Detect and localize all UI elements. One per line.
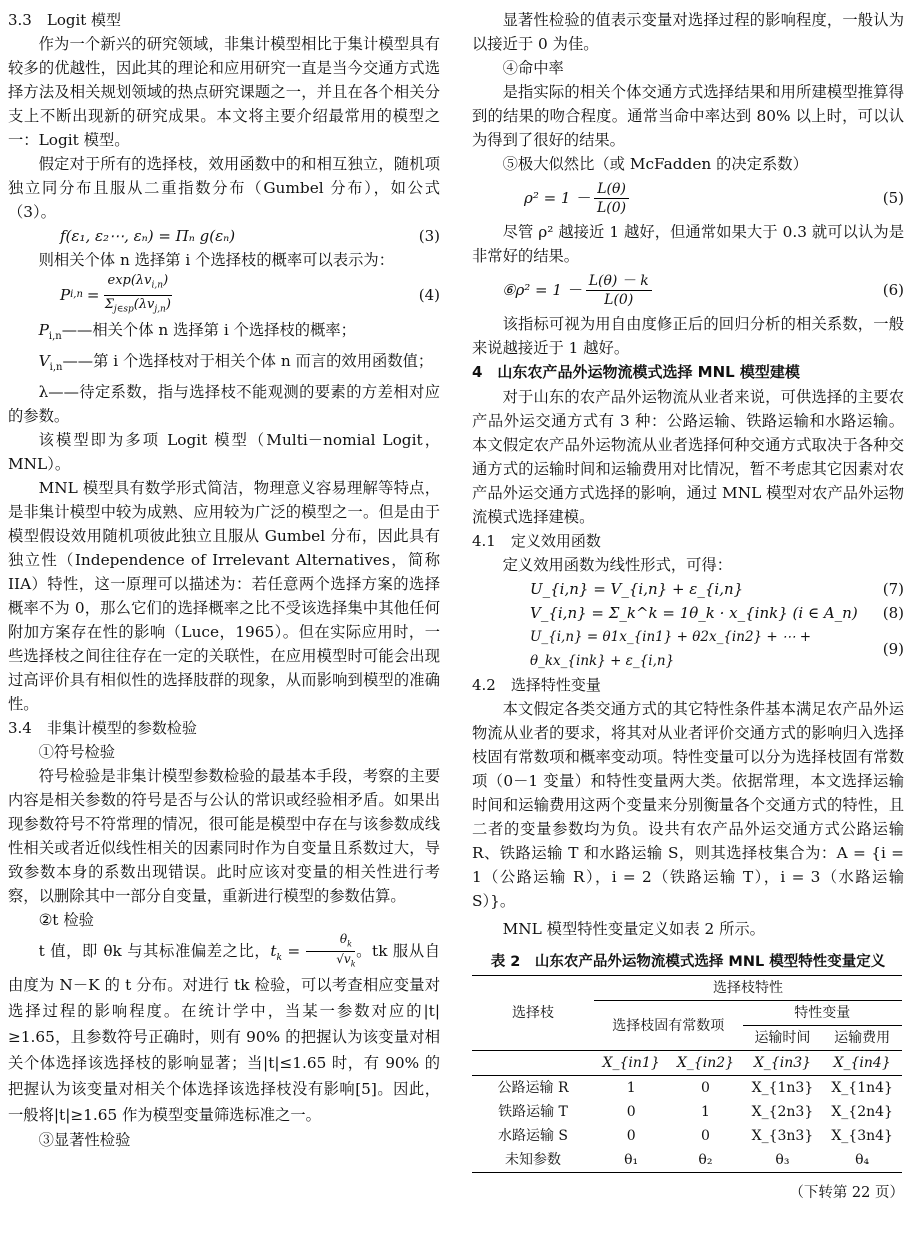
paragraph: MNL 模型特性变量定义如表 2 所示。 xyxy=(502,920,765,938)
equation-8: V_{i,n} = Σ_k^k = 1θ_k · x_{ink} (i ∈ A_n) (8) xyxy=(530,604,904,622)
equation-4: P i,n = $\exp(\lambda v_{i,n})$ $\Sigma_{j\in sp}(\lambda v_{j,n})$ (4) xyxy=(60,272,440,315)
paragraph: 则相关个体 n 选择第 i 个选择枝的概率可以表示为： xyxy=(38,251,395,269)
subheading-likelihood-ratio: ⑤极大似然比（或 McFadden 的决定系数） xyxy=(502,155,808,173)
subheading-hit-rate: ④命中率 xyxy=(502,59,564,77)
section-4-2-heading: 4.2 选择特性变量 xyxy=(472,676,601,694)
table-sub-header: X_{in3} xyxy=(743,1051,823,1076)
table-header-feature: 选择枝特性 xyxy=(594,976,902,1001)
paragraph: 对于山东的农产品外运物流从业者来说，可供选择的主要农产品外运交通方式有 3 种：公路运输、铁路运输和水路运输。本文假定农产品外运物流从业者选择何种交通方式取决于各种交通方式的运输时间和运输费用对比情况，暂不考虑其它因素对农产品外运交通方式选择的影响，通过 MNL 模型对农产品外运物流模式选择建模。 xyxy=(472,388,904,526)
table-row: 铁路运输 T 0 1 X_{2n3} X_{2n4} xyxy=(498,1104,893,1120)
table-sub-header: X_{in2} xyxy=(668,1051,742,1076)
paragraph: 显著性检验的值表示变量对选择过程的影响程度，一般认为以接近于 0 为佳。 xyxy=(472,11,904,53)
paragraph: 本文假定各类交通方式的其它特性条件基本满足农产品外运物流从业者的要求，将其对从业者评价交通方式的影响归入选择枝固有常数项和概率变动项。特性变量可以分为选择枝固有常数项（0－1 变量）和特性变量两大类。依据常理，本文选择运输时间和运输费用这两个变量来分别衡量各个交通方式的特性，且二者的变量参数均为负。设共有农产品外运交通方式公路运输 R、铁路运输 T 和水路运输 S，则其选择枝集合为：A = {i = 1（公路运输 R），i = 2（铁路运输 T），i = 3（水路运输 S）}。 xyxy=(472,700,904,910)
definition-lambda: λ——待定系数，指与选择枝不能观测的要素的方差相对应的参数。 xyxy=(8,383,440,426)
equation-7: U_{i,n} = V_{i,n} + ε_{i,n} (7) xyxy=(530,580,904,598)
table-header-constant: 选择枝固有常数项 xyxy=(594,1001,743,1051)
section-3-3-heading: 3.3 Logit 模型 xyxy=(8,11,122,29)
right-column xyxy=(472,8,904,1202)
equation-5: ρ² = 1 － L(θ) L(0) (5) xyxy=(524,180,904,216)
subheading-significance-test: ③显著性检验 xyxy=(38,1130,131,1149)
section-3-4-heading: 3.4 非集计模型的参数检验 xyxy=(8,719,197,738)
section-4-heading: 4 山东农产品外运物流模式选择 MNL 模型建模 xyxy=(472,363,800,381)
paragraph: 作为一个新兴的研究领域，非集计模型相比于集计模型具有较多的优越性，因此其的理论和应用研究一直是当今交通方式选择方法及相关规划领域的热点研究课题之一，并且在各个相关分支上不断出现新的研究成果。本文将主要介绍最常用的模型之一：Logit 模型。 xyxy=(8,35,440,149)
left-column xyxy=(8,8,440,1152)
paragraph: 定义效用函数为线性形式，可得： xyxy=(502,556,733,574)
definition-p: $P_{i,n}——$相关个体 n 选择第 i 个选择枝的概率； xyxy=(38,321,356,343)
subheading-sign-test: ①符号检验 xyxy=(38,743,116,762)
equation-6: ⑥ρ² = 1 － L(θ) － k L(0) (6) xyxy=(502,272,904,308)
table-row: 水路运输 S 0 0 X_{3n3} X_{3n4} xyxy=(497,1128,893,1144)
table-header-alternative: 选择枝 xyxy=(472,976,594,1051)
definition-v: $V_{i,n}——$第 i 个选择枝对于相关个体 n 而言的效用函数值； xyxy=(38,352,434,374)
subheading-t-test: ②t 检验 xyxy=(38,911,94,930)
paragraph: 该指标可视为用自由度修正后的回归分析的相关系数，一般来说越接近于 1 越好。 xyxy=(472,315,904,357)
paragraph: 假定对于所有的选择枝，效用函数中的和相互独立，随机项独立同分布且服从二重指数分布（Gumbel 分布），如公式（3）。 xyxy=(8,155,440,221)
table-row: 未知参数 θ₁ θ₂ θ₃ θ₄ xyxy=(472,1148,902,1173)
table-header-variables: 特性变量 xyxy=(743,1001,902,1026)
paragraph: 该模型即为多项 Logit 模型（Multi－nomial Logit，MNL）。 xyxy=(8,431,440,474)
continued-note: （下转第 22 页） xyxy=(789,1185,904,1201)
section-4-1-heading: 4.1 定义效用函数 xyxy=(472,532,601,550)
paragraph: 尽管 ρ² 越接近 1 越好，但通常如果大于 0.3 就可以认为是非常好的结果。 xyxy=(472,223,904,265)
equation-3: f(ε₁, ε₂⋯, εₙ) = Πₙ g(εₙ) (3) xyxy=(60,227,440,245)
paragraph: t 值，即 θk 与其标准偏差之比，$t_k$ = $\frac{\theta_k}{√v_k}$ 。tk 服从自由度为 N－K 的 t 分布。对进行 tk 检验，可以考查相应变量对选择过程的影响程度。在统计学中，当某一参数对应的|t|≥1.65，且参数符号正确时，则有 90% 的把握认为该变量对相关个体选择该选择枝的影响显著；当|t|≤1.65 时，有 90% 的把握认为该变量对相关个体选择该选择枝没有影响[5]。因此，一般将|t|≥1.65 作为模型变量筛选标准之一。 xyxy=(8,932,441,1124)
equation-9: U_{i,n} = θ1x_{in1} + θ2x_{in2} + ⋯ + θ_kx_{ink} + ε_{i,n} (9) xyxy=(530,629,904,669)
table-2 xyxy=(472,975,902,1173)
paragraph: 符号检验是非集计模型参数检验的最基本手段，考察的主要内容是相关参数的符号是否与公认的常识或经验相矛盾。如果出现参数符号不符常理的情况，很可能是模型中存在与该参数成线性相关或者近似线性相关的因素同时作为自变量且系数过大，导致参数本身的系数出现错误。此时应该对变量的相关性进行考察，以删除其中一部分自变量，重新进行模型的参数估算。 xyxy=(8,767,440,906)
table-header-cost: 运输费用 xyxy=(822,1026,902,1051)
paragraph: MNL 模型具有数学形式简洁，物理意义容易理解等特点，是非集计模型中较为成熟、应用较为广泛的模型之一。但是由于模型假设效用随机项彼此独立且服从 Gumbel 分布，因此具有独立性（Independence of Irrelevant Alternatives，简称 IIA）特性，这一原理可以描述为：若任意两个选择方案的选择概率不为 0，那么它们的选择概率之比不受该选择集中其他任何附加方案存在性的影响（Luce，1965）。但在实际应用时，一些选择枝之间往往存在一定的关联性，在应用模型时可能会出现过高评价具有相似性的选择肢群的现象，从而影响到模型的准确性。 xyxy=(8,479,440,714)
table-row: 公路运输 R 1 0 X_{1n3} X_{1n4} xyxy=(497,1080,893,1096)
table-header-time: 运输时间 xyxy=(743,1026,823,1051)
table-2-caption: 表 2 山东农产品外运物流模式选择 MNL 模型特性变量定义 xyxy=(490,954,886,970)
table-sub-header: X_{in1} xyxy=(594,1051,668,1076)
table-sub-header: X_{in4} xyxy=(822,1051,902,1076)
paragraph: 是指实际的相关个体交通方式选择结果和用所建模型推算得到的结果的吻合程度。通常当命中率达到 80% 以上时，可以认为得到了很好的结果。 xyxy=(472,83,904,149)
